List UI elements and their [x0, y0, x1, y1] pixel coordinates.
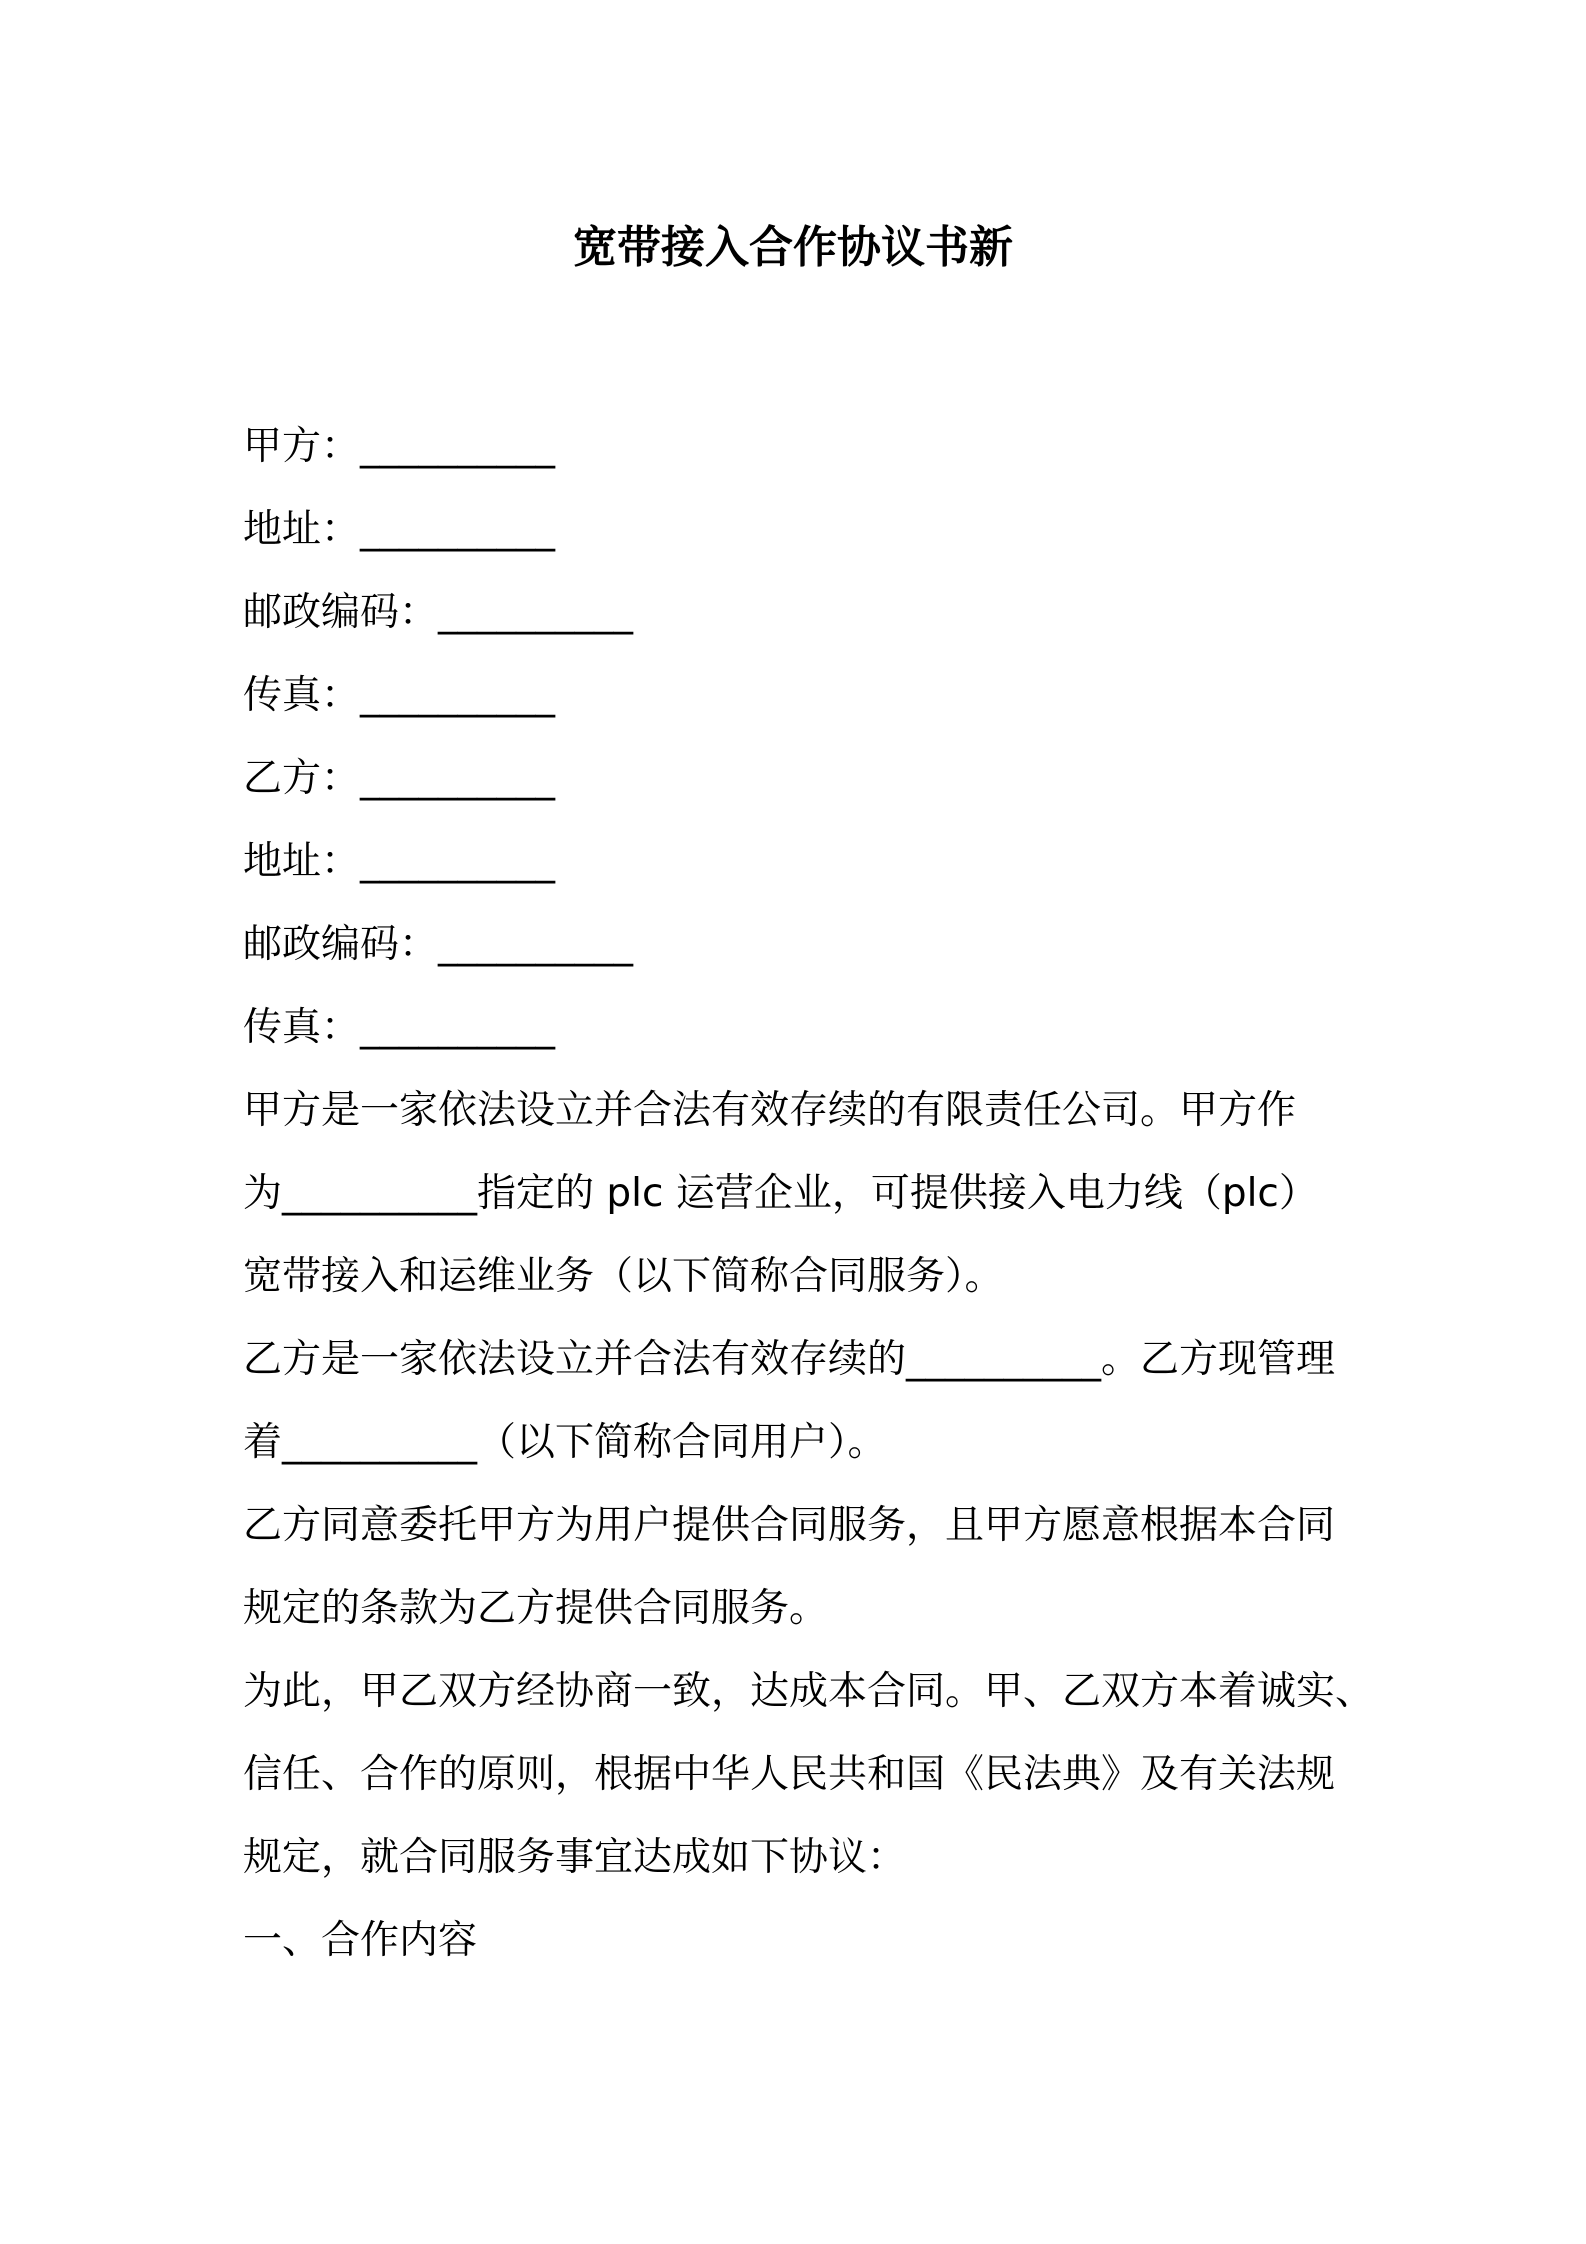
party-field-row [243, 820, 1353, 903]
field-label: 地址： [243, 839, 361, 884]
paragraph-line: 为此，甲乙双方经协商一致，达成本合同。甲、乙双方本着诚实、 [243, 1669, 1375, 1714]
field-label: 乙方： [243, 756, 361, 801]
party-field-row [243, 986, 1353, 1069]
party-field-row [243, 903, 1353, 986]
paragraph-line: 着__________（以下简称合同用户）。 [243, 1420, 887, 1465]
field-blank: __________ [360, 673, 556, 718]
paragraph-line: 乙方是一家依法设立并合法有效存续的__________。乙方现管理 [243, 1337, 1336, 1382]
document-body [243, 405, 1375, 1982]
field-blank: __________ [360, 756, 556, 801]
paragraph-line: 乙方同意委托甲方为用户提供合同服务，且甲方愿意根据本合同 [243, 1503, 1336, 1548]
paragraph-line: 规定，就合同服务事宜达成如下协议： [243, 1835, 907, 1880]
field-label: 地址： [243, 507, 361, 552]
field-blank: __________ [438, 590, 634, 635]
field-blank: __________ [360, 507, 556, 552]
field-label: 邮政编码： [243, 590, 439, 635]
party-field-row [243, 405, 1353, 488]
field-label: 邮政编码： [243, 922, 439, 967]
paragraph-line: 为__________指定的 plc 运营企业，可提供接入电力线（plc） [243, 1171, 1318, 1216]
party-field-row [243, 571, 1353, 654]
paragraph-line: 甲方是一家依法设立并合法有效存续的有限责任公司。甲方作 [243, 1088, 1297, 1133]
field-label: 甲方： [243, 424, 361, 469]
party-field-row [243, 654, 1353, 737]
party-field-row [243, 737, 1353, 820]
party-field-row [243, 488, 1353, 571]
field-blank: __________ [360, 1005, 556, 1050]
field-blank: __________ [360, 839, 556, 884]
field-label: 传真： [243, 673, 361, 718]
field-blank: __________ [438, 922, 634, 967]
paragraph-line: 规定的条款为乙方提供合同服务。 [243, 1586, 829, 1631]
paragraph-line: 信任、合作的原则，根据中华人民共和国《民法典》及有关法规 [243, 1752, 1336, 1797]
field-label: 传真： [243, 1005, 361, 1050]
section-heading: 一、合作内容 [243, 1918, 478, 1963]
field-blank: __________ [360, 424, 556, 469]
document-title: 宽带接入合作协议书新 [573, 222, 1013, 273]
paragraph-line: 宽带接入和运维业务（以下简称合同服务）。 [243, 1254, 1004, 1299]
